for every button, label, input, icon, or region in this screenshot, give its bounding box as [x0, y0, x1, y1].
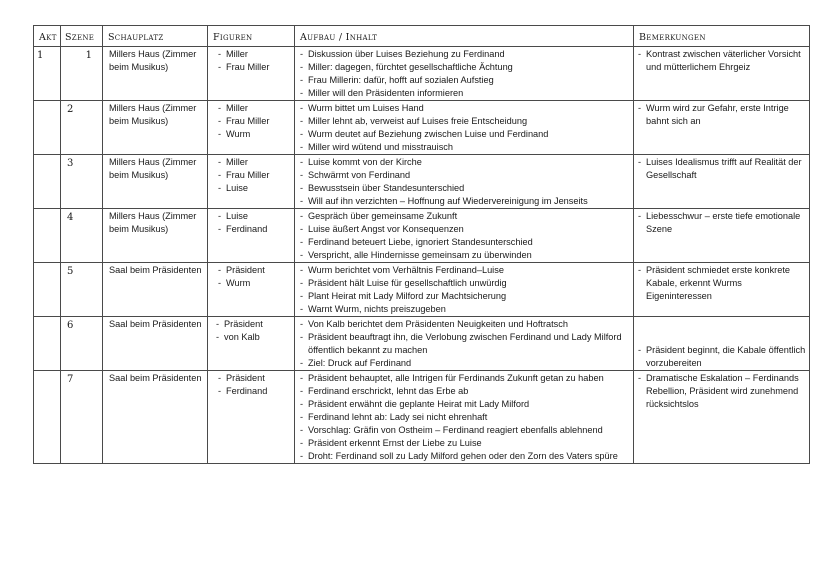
inhalt-item: - Miller: dagegen, fürchtet gesellschaftliche Ächtung	[299, 61, 631, 74]
bemerkung-cell	[634, 371, 810, 464]
bemerkung-item: - Liebesschwur – erste tiefe emotionale Szene	[637, 210, 807, 236]
figur-item: - Wurm	[217, 277, 292, 290]
figuren-cell	[208, 101, 295, 155]
schauplatz-cell: Millers Haus (Zimmer beim Musikus)	[103, 47, 208, 101]
figur-item: - Miller	[217, 102, 292, 115]
schauplatz-cell: Millers Haus (Zimmer beim Musikus)	[103, 209, 208, 263]
bemerkung-cell	[634, 263, 810, 317]
bemerkung-item: - Kontrast zwischen väterlicher Vorsicht und mütterlichem Ehrgeiz	[637, 48, 807, 74]
bemerkung-item: - Luises Idealismus trifft auf Realität der Gesellschaft	[637, 156, 807, 182]
figur-item: - Luise	[217, 210, 292, 223]
figur-item: - Ferdinand	[217, 385, 292, 398]
figur-item: - Miller	[217, 48, 292, 61]
inhalt-item: - Warnt Wurm, nichts preiszugeben	[299, 303, 631, 316]
schauplatz-cell: Saal beim Präsidenten	[103, 263, 208, 317]
inhalt-item: - Verspricht, alle Hindernisse gemeinsam zu überwinden	[299, 249, 631, 262]
bemerkung-cell	[634, 317, 810, 371]
inhalt-item: - Plant Heirat mit Lady Milford zur Machtsicherung	[299, 290, 631, 303]
inhalt-cell	[295, 371, 634, 464]
inhalt-item: - Miller will den Präsidenten informieren	[299, 87, 631, 100]
figur-item: - Frau Miller	[217, 115, 292, 128]
szene-cell: 5	[61, 263, 103, 317]
inhalt-cell	[295, 317, 634, 371]
figur-item: - Frau Miller	[217, 169, 292, 182]
akt-cell	[34, 209, 61, 263]
akt-cell	[34, 155, 61, 209]
inhalt-item: - Präsident beauftragt ihn, die Verlobung zwischen Ferdinand und Lady Milford öffentlich bekannt zu machen	[299, 331, 631, 357]
inhalt-item: - Schwärmt von Ferdinand	[299, 169, 631, 182]
schauplatz-cell: Saal beim Präsidenten	[103, 317, 208, 371]
inhalt-item: - Droht: Ferdinand soll zu Lady Milford gehen oder den Zorn des Vaters spüre	[299, 450, 631, 463]
inhalt-item: - Ferdinand lehnt ab: Lady sei nicht ehrenhaft	[299, 411, 631, 424]
inhalt-item: - Von Kalb berichtet dem Präsidenten Neuigkeiten und Hoftratsch	[299, 318, 631, 331]
inhalt-cell	[295, 101, 634, 155]
bemerkung-item: - Wurm wird zur Gefahr, erste Intrige bahnt sich an	[637, 102, 807, 128]
inhalt-cell	[295, 209, 634, 263]
inhalt-item: - Vorschlag: Gräfin von Ostheim – Ferdinand reagiert ebenfalls ablehnend	[299, 424, 631, 437]
inhalt-item: - Präsident erwähnt die geplante Heirat mit Lady Milford	[299, 398, 631, 411]
inhalt-item: - Bewusstsein über Standesunterschied	[299, 182, 631, 195]
figuren-cell	[208, 155, 295, 209]
header-bemerkungen: Bemerkungen	[634, 26, 810, 47]
inhalt-item: - Wurm deutet auf Beziehung zwischen Luise und Ferdinand	[299, 128, 631, 141]
header-akt: Akt	[34, 26, 61, 47]
inhalt-item: - Wurm bittet um Luises Hand	[299, 102, 631, 115]
inhalt-item: - Will auf ihn verzichten – Hoffnung auf Wiedervereinigung im Jenseits	[299, 195, 631, 208]
table-row	[34, 101, 810, 155]
table-row	[34, 317, 810, 371]
figuren-cell	[208, 209, 295, 263]
schauplatz-cell: Millers Haus (Zimmer beim Musikus)	[103, 155, 208, 209]
akt-cell	[34, 371, 61, 464]
inhalt-item: - Ferdinand erschrickt, lehnt das Erbe ab	[299, 385, 631, 398]
scene-overview-table	[33, 25, 810, 464]
inhalt-item: - Gespräch über gemeinsame Zukunft	[299, 210, 631, 223]
table-row	[34, 47, 810, 101]
figur-item: - Miller	[217, 156, 292, 169]
table-body	[34, 47, 810, 464]
inhalt-cell	[295, 47, 634, 101]
inhalt-item: - Luise äußert Angst vor Konsequenzen	[299, 223, 631, 236]
inhalt-item: - Miller wird wütend und misstrauisch	[299, 141, 631, 154]
inhalt-item: - Ferdinand beteuert Liebe, ignoriert Standesunterschied	[299, 236, 631, 249]
inhalt-cell	[295, 155, 634, 209]
figur-item: - Wurm	[217, 128, 292, 141]
figuren-cell	[208, 317, 295, 371]
szene-cell: 1	[61, 47, 103, 101]
inhalt-item: - Luise kommt von der Kirche	[299, 156, 631, 169]
szene-cell: 4	[61, 209, 103, 263]
bemerkung-item: - Präsident beginnt, die Kabale öffentlich vorzubereiten	[637, 344, 807, 370]
figur-item: - von Kalb	[215, 331, 292, 344]
akt-cell	[34, 101, 61, 155]
table-row	[34, 155, 810, 209]
akt-cell	[34, 263, 61, 317]
inhalt-item: - Frau Millerin: dafür, hofft auf sozialen Aufstieg	[299, 74, 631, 87]
szene-cell: 2	[61, 101, 103, 155]
bemerkung-cell	[634, 209, 810, 263]
figur-item: - Frau Miller	[217, 61, 292, 74]
bemerkung-cell	[634, 155, 810, 209]
inhalt-item: - Präsident erkennt Ernst der Liebe zu Luise	[299, 437, 631, 450]
header-szene: Szene	[61, 26, 103, 47]
header-figuren: Figuren	[208, 26, 295, 47]
schauplatz-cell: Saal beim Präsidenten	[103, 371, 208, 464]
bemerkung-cell	[634, 47, 810, 101]
figur-item: - Präsident	[215, 318, 292, 331]
figuren-cell	[208, 263, 295, 317]
table-row	[34, 371, 810, 464]
figuren-cell	[208, 371, 295, 464]
figuren-cell	[208, 47, 295, 101]
figur-item: - Präsident	[217, 264, 292, 277]
bemerkung-item: - Präsident schmiedet erste konkrete Kabale, erkennt Wurms Eigeninteressen	[637, 264, 807, 303]
szene-cell: 6	[61, 317, 103, 371]
akt-cell: 1	[34, 47, 61, 101]
figur-item: - Ferdinand	[217, 223, 292, 236]
akt-cell	[34, 317, 61, 371]
inhalt-item: - Diskussion über Luises Beziehung zu Ferdinand	[299, 48, 631, 61]
figur-item: - Präsident	[217, 372, 292, 385]
inhalt-item: - Präsident hält Luise für gesellschaftlich unwürdig	[299, 277, 631, 290]
figur-item: - Luise	[217, 182, 292, 195]
inhalt-item: - Präsident behauptet, alle Intrigen für Ferdinands Zukunft getan zu haben	[299, 372, 631, 385]
inhalt-item: - Wurm berichtet vom Verhältnis Ferdinand–Luise	[299, 264, 631, 277]
header-schauplatz: Schauplatz	[103, 26, 208, 47]
inhalt-cell	[295, 263, 634, 317]
bemerkung-cell	[634, 101, 810, 155]
table-row	[34, 263, 810, 317]
header-row	[34, 26, 810, 47]
header-inhalt: Aufbau / Inhalt	[295, 26, 634, 47]
table-row	[34, 209, 810, 263]
inhalt-item: - Miller lehnt ab, verweist auf Luises freie Entscheidung	[299, 115, 631, 128]
inhalt-item: - Ziel: Druck auf Ferdinand	[299, 357, 631, 370]
szene-cell: 3	[61, 155, 103, 209]
bemerkung-item: - Dramatische Eskalation – Ferdinands Rebellion, Präsident wird zunehmend rücksichtslos	[637, 372, 807, 411]
szene-cell: 7	[61, 371, 103, 464]
schauplatz-cell: Millers Haus (Zimmer beim Musikus)	[103, 101, 208, 155]
